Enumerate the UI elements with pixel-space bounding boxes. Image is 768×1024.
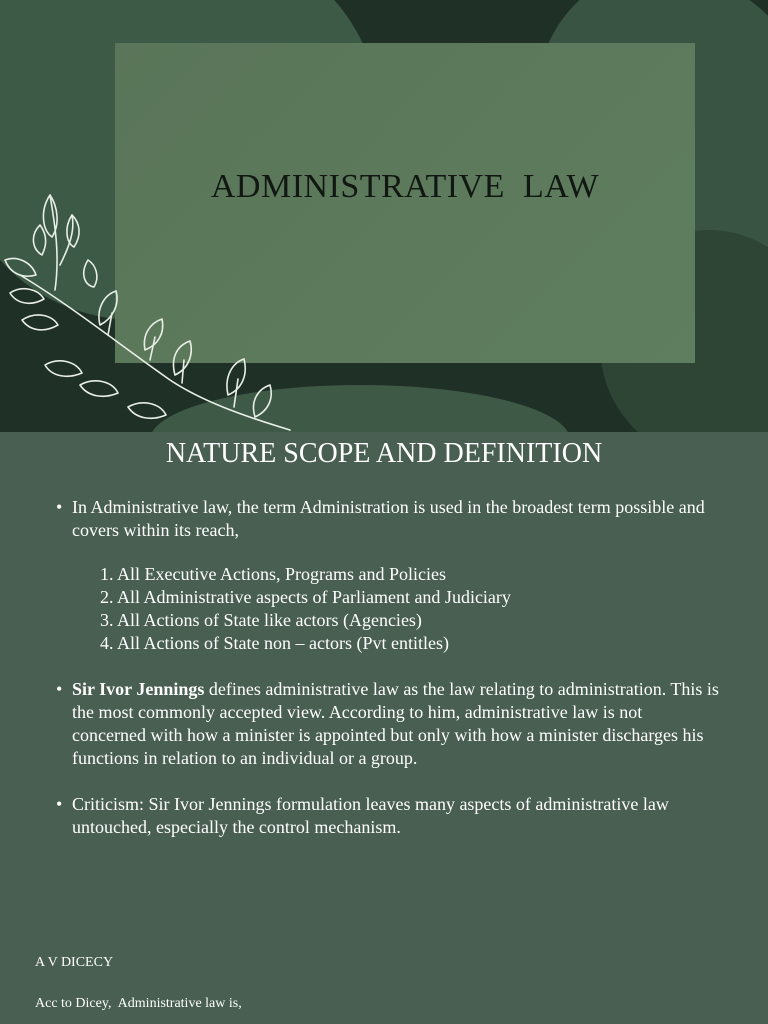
title-slide (0, 0, 768, 432)
slide-title: ADMINISTRATIVE LAW (210, 168, 600, 205)
bullet-dot: • (56, 497, 63, 517)
bullet-item (50, 496, 720, 542)
bullet-text: defines administrative law as the law relating to administration. This is the most commonly accepted view. According to him, administrative law is not concerned with how a minister is appointed but only with how a minister discharges his functions in relation to an individual or a group. (72, 679, 719, 768)
section-heading: NATURE SCOPE AND DEFINITION (165, 438, 603, 469)
list-item: 2. All Administrative aspects of Parliament and Judiciary (100, 587, 511, 607)
bullet-text: In Administrative law, the term Administration is used in the broadest term possible and covers within its reach, (72, 497, 705, 540)
list-item: 1. All Executive Actions, Programs and Policies (100, 564, 446, 584)
bullet-text: Criticism: Sir Ivor Jennings formulation leaves many aspects of administrative law untouched, especially the control mechanism. (72, 794, 669, 837)
subsection-heading: A V DICECY (35, 955, 114, 970)
content-page (0, 432, 768, 1024)
numbered-list (100, 563, 700, 655)
leaf-branch-icon (0, 185, 300, 432)
subsection-text: Acc to Dicey, Administrative law is, (35, 996, 242, 1011)
bullet-dot: • (56, 679, 63, 699)
list-item: 4. All Actions of State non – actors (Pvt entitles) (100, 633, 449, 653)
bullet-dot: • (56, 794, 63, 814)
list-item: 3. All Actions of State like actors (Agencies) (100, 610, 422, 630)
bullet-item (50, 678, 720, 770)
bullet-item (50, 793, 720, 839)
author-name: Sir Ivor Jennings (72, 679, 205, 699)
